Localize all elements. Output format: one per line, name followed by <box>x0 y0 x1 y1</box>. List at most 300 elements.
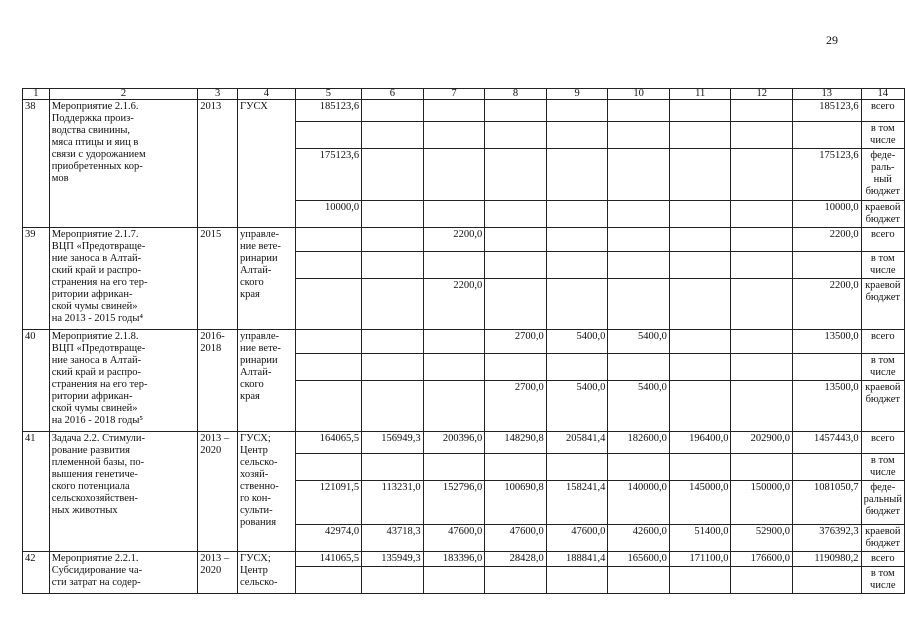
value-cell <box>423 481 485 525</box>
value-cell <box>485 354 547 381</box>
value-cell <box>485 381 547 432</box>
value-cell <box>793 228 862 252</box>
row-number <box>23 100 50 228</box>
value-cell <box>546 122 608 149</box>
value-cell <box>793 552 862 567</box>
column-header <box>362 89 424 100</box>
value-cell <box>608 454 670 481</box>
funding-type-text: феде- ральный бюджет <box>863 482 902 517</box>
value-cell <box>669 481 731 525</box>
value-cell <box>546 100 608 122</box>
value-cell-text: 176600,0 <box>750 553 791 564</box>
value-cell <box>793 354 862 381</box>
value-cell <box>669 100 731 122</box>
value-cell <box>669 330 731 354</box>
column-header <box>295 89 361 100</box>
value-cell <box>546 279 608 330</box>
value-cell <box>295 252 361 279</box>
value-cell <box>731 381 793 432</box>
value-cell <box>608 149 670 201</box>
value-cell-text: 185123,6 <box>319 101 360 112</box>
value-cell-text: 150000,0 <box>750 482 791 493</box>
period <box>198 228 238 330</box>
value-cell <box>362 525 424 552</box>
value-cell <box>423 330 485 354</box>
value-cell <box>423 149 485 201</box>
value-cell <box>362 122 424 149</box>
value-cell <box>546 381 608 432</box>
value-cell <box>793 381 862 432</box>
budget-table <box>22 88 905 594</box>
value-cell <box>485 228 547 252</box>
value-cell <box>295 100 361 122</box>
value-cell <box>485 122 547 149</box>
value-cell-text: 1190980,2 <box>814 553 859 564</box>
value-cell-text: 100690,8 <box>504 482 544 493</box>
column-header <box>238 89 296 100</box>
measure-name <box>49 432 198 552</box>
value-cell-text: 141065,5 <box>319 553 360 564</box>
executor <box>238 228 296 330</box>
value-cell <box>485 567 547 594</box>
value-cell <box>608 432 670 454</box>
value-cell-text: 140000,0 <box>627 482 667 493</box>
value-cell <box>423 354 485 381</box>
value-cell <box>295 525 361 552</box>
measure-name-text: Мероприятие 2.1.7. ВЦП «Предотвраще- ние заноса в Алтай- ский край и распро- странения на его тер- ритории африкан- ской чумы свиней» на 2013 - 2015 годы⁴ <box>51 229 148 324</box>
value-cell-text: 10000,0 <box>324 202 360 213</box>
value-cell <box>485 149 547 201</box>
funding-type <box>861 481 904 525</box>
column-header <box>198 89 238 100</box>
value-cell <box>546 552 608 567</box>
value-cell <box>731 201 793 228</box>
funding-type-text: всего <box>870 553 895 564</box>
measure-name-text: Мероприятие 2.2.1. Субсидирование ча- сти затрат на содер- <box>51 553 143 588</box>
executor <box>238 330 296 432</box>
value-cell <box>423 432 485 454</box>
funding-type <box>861 330 904 354</box>
column-header-text: 12 <box>756 88 768 99</box>
funding-type <box>861 279 904 330</box>
funding-type <box>861 525 904 552</box>
value-cell <box>295 381 361 432</box>
table-body <box>23 89 905 594</box>
value-cell-text: 52900,0 <box>755 526 791 537</box>
value-cell <box>669 432 731 454</box>
value-cell <box>669 354 731 381</box>
value-cell <box>793 149 862 201</box>
value-cell <box>731 552 793 567</box>
column-header <box>485 89 547 100</box>
value-cell <box>546 149 608 201</box>
value-cell-text: 156949,3 <box>381 433 421 444</box>
funding-type <box>861 228 904 252</box>
funding-type <box>861 100 904 122</box>
table-row <box>23 100 905 122</box>
value-cell <box>546 228 608 252</box>
value-cell <box>485 481 547 525</box>
row-number-text: 40 <box>25 331 36 342</box>
value-cell <box>669 252 731 279</box>
measure-name-text: Мероприятие 2.1.8. ВЦП «Предотвраще- ние заноса в Алтай- ский край и распро- странения на его тер- ритории африкан- ской чумы свиней» на 2016 - 2018 годы⁵ <box>51 331 148 426</box>
value-cell-text: 171100,0 <box>689 553 729 564</box>
value-cell <box>423 122 485 149</box>
measure-name <box>49 228 198 330</box>
value-cell-text: 152796,0 <box>442 482 483 493</box>
value-cell-text: 2700,0 <box>514 382 544 393</box>
value-cell <box>731 354 793 381</box>
value-cell <box>485 252 547 279</box>
row-number-text: 41 <box>25 433 36 444</box>
value-cell-text: 10000,0 <box>824 202 859 213</box>
executor-text: управле- ние вете- ринарии Алтай- ского края <box>240 331 281 402</box>
value-cell <box>362 354 424 381</box>
value-cell <box>362 330 424 354</box>
value-cell <box>546 354 608 381</box>
value-cell <box>608 567 670 594</box>
value-cell <box>731 122 793 149</box>
period <box>198 432 238 552</box>
value-cell <box>423 552 485 567</box>
value-cell <box>362 381 424 432</box>
value-cell <box>731 330 793 354</box>
column-header-text: 2 <box>120 88 127 99</box>
value-cell <box>793 100 862 122</box>
funding-type-text: краевой бюджет <box>865 280 901 303</box>
value-cell <box>608 100 670 122</box>
column-header <box>49 89 198 100</box>
value-cell <box>485 454 547 481</box>
value-cell-text: 175123,6 <box>319 150 360 161</box>
value-cell <box>669 381 731 432</box>
value-cell <box>362 552 424 567</box>
value-cell-text: 113231,0 <box>381 482 421 493</box>
value-cell <box>608 481 670 525</box>
value-cell-text: 51400,0 <box>694 526 729 537</box>
funding-type-text: всего <box>870 101 895 112</box>
column-header <box>608 89 670 100</box>
value-cell <box>546 252 608 279</box>
value-cell <box>731 149 793 201</box>
funding-type <box>861 122 904 149</box>
column-header <box>731 89 793 100</box>
value-cell <box>546 432 608 454</box>
value-cell <box>669 201 731 228</box>
value-cell <box>731 279 793 330</box>
value-cell <box>295 330 361 354</box>
value-cell <box>669 525 731 552</box>
value-cell <box>793 330 862 354</box>
value-cell <box>546 454 608 481</box>
executor-text: ГУСХ; Центр сельско- <box>240 553 278 588</box>
column-header-text: 8 <box>512 88 519 99</box>
period <box>198 552 238 594</box>
value-cell <box>669 122 731 149</box>
value-cell <box>423 100 485 122</box>
column-header-text: 11 <box>695 88 706 99</box>
value-cell-text: 196400,0 <box>689 433 729 444</box>
page-number: 29 <box>826 33 838 47</box>
funding-type <box>861 354 904 381</box>
table-row <box>23 228 905 252</box>
value-cell-text: 2200,0 <box>453 280 483 291</box>
executor-text: ГУСХ; Центр сельско- хозяй- ственно- го кон- сульти- рования <box>240 433 279 528</box>
funding-type-text: всего <box>870 433 895 444</box>
value-cell <box>295 122 361 149</box>
value-cell <box>362 252 424 279</box>
value-cell <box>362 201 424 228</box>
value-cell <box>295 228 361 252</box>
column-header <box>546 89 608 100</box>
value-cell <box>608 330 670 354</box>
value-cell <box>485 279 547 330</box>
value-cell <box>546 201 608 228</box>
header-row <box>23 89 905 100</box>
period-text: 2013 – 2020 <box>200 433 230 456</box>
value-cell <box>546 330 608 354</box>
funding-type-text: всего <box>870 331 895 342</box>
value-cell-text: 42974,0 <box>324 526 360 537</box>
funding-type <box>861 432 904 454</box>
value-cell <box>546 481 608 525</box>
value-cell <box>423 201 485 228</box>
funding-type-text: краевой бюджет <box>865 382 901 405</box>
funding-type-text: в том числе <box>870 123 896 146</box>
value-cell-text: 28428,0 <box>509 553 544 564</box>
value-cell <box>793 567 862 594</box>
column-header <box>423 89 485 100</box>
value-cell <box>485 330 547 354</box>
value-cell-text: 43718,3 <box>386 526 421 537</box>
value-cell <box>295 354 361 381</box>
value-cell <box>362 149 424 201</box>
value-cell <box>295 481 361 525</box>
value-cell <box>423 381 485 432</box>
value-cell <box>669 552 731 567</box>
row-number-text: 42 <box>25 553 36 564</box>
funding-type-text: в том числе <box>870 455 896 478</box>
table-row <box>23 552 905 567</box>
column-header-text: 4 <box>263 88 269 99</box>
funding-type <box>861 149 904 201</box>
column-header-text: 1 <box>33 88 39 99</box>
value-cell-text: 5400,0 <box>576 382 606 393</box>
column-header-text: 7 <box>451 88 457 99</box>
funding-type-text: краевой бюджет <box>865 202 901 225</box>
executor <box>238 552 296 594</box>
value-cell <box>669 228 731 252</box>
column-header-text: 6 <box>389 88 396 99</box>
value-cell-text: 183396,0 <box>442 553 483 564</box>
value-cell <box>608 252 670 279</box>
value-cell-text: 200396,0 <box>442 433 483 444</box>
value-cell <box>423 454 485 481</box>
value-cell-text: 121091,5 <box>319 482 360 493</box>
funding-type <box>861 567 904 594</box>
value-cell <box>793 432 862 454</box>
row-number <box>23 432 50 552</box>
value-cell <box>546 567 608 594</box>
value-cell <box>485 432 547 454</box>
value-cell-text: 135949,3 <box>381 553 421 564</box>
value-cell <box>731 252 793 279</box>
value-cell-text: 1081050,7 <box>813 482 859 493</box>
value-cell-text: 202900,0 <box>750 433 791 444</box>
column-header-text: 3 <box>215 88 221 99</box>
value-cell <box>793 201 862 228</box>
funding-type-text: в том числе <box>870 355 896 378</box>
row-number <box>23 552 50 594</box>
value-cell <box>793 279 862 330</box>
value-cell-text: 376392,3 <box>819 526 859 537</box>
value-cell-text: 47600,0 <box>509 526 544 537</box>
value-cell-text: 2700,0 <box>514 331 544 342</box>
value-cell-text: 185123,6 <box>819 101 859 112</box>
value-cell-text: 148290,8 <box>504 433 544 444</box>
value-cell <box>793 525 862 552</box>
column-header-text: 13 <box>821 88 833 99</box>
value-cell-text: 2200,0 <box>829 280 859 291</box>
value-cell <box>295 567 361 594</box>
value-cell-text: 205841,4 <box>565 433 606 444</box>
value-cell-text: 5400,0 <box>638 331 667 342</box>
value-cell <box>423 525 485 552</box>
value-cell-text: 188841,4 <box>565 553 606 564</box>
value-cell <box>485 525 547 552</box>
funding-type <box>861 381 904 432</box>
column-header-text: 5 <box>325 88 332 99</box>
value-cell <box>669 279 731 330</box>
funding-type <box>861 252 904 279</box>
value-cell <box>423 228 485 252</box>
column-header-text: 14 <box>877 88 889 99</box>
value-cell <box>731 481 793 525</box>
value-cell-text: 13500,0 <box>824 331 859 342</box>
value-cell-text: 2200,0 <box>829 229 859 240</box>
value-cell <box>608 228 670 252</box>
value-cell-text: 5400,0 <box>638 382 667 393</box>
value-cell <box>608 525 670 552</box>
measure-name-text: Задача 2.2. Стимули- рование развития племенной базы, по- вышения генетиче- ского потенциала сельскохозяйствен- ных животных <box>51 433 146 516</box>
value-cell <box>295 432 361 454</box>
measure-name <box>49 100 198 228</box>
period-text: 2015 <box>200 229 222 240</box>
value-cell-text: 158241,4 <box>565 482 606 493</box>
period <box>198 330 238 432</box>
value-cell-text: 165600,0 <box>627 553 667 564</box>
value-cell <box>423 252 485 279</box>
period <box>198 100 238 228</box>
row-number-text: 38 <box>25 101 36 112</box>
executor-text: управле- ние вете- ринарии Алтай- ского края <box>240 229 281 300</box>
value-cell <box>485 201 547 228</box>
value-cell <box>608 279 670 330</box>
value-cell <box>731 100 793 122</box>
period-text: 2016- 2018 <box>200 331 225 354</box>
measure-name <box>49 552 198 594</box>
value-cell <box>731 567 793 594</box>
column-header <box>861 89 904 100</box>
table-row <box>23 330 905 354</box>
value-cell <box>295 552 361 567</box>
value-cell <box>362 481 424 525</box>
funding-type <box>861 454 904 481</box>
row-number-text: 39 <box>25 229 36 240</box>
value-cell <box>423 279 485 330</box>
value-cell-text: 175123,6 <box>819 150 859 161</box>
value-cell-text: 145000,0 <box>689 482 729 493</box>
column-header <box>793 89 862 100</box>
funding-type-text: феде- раль- ный бюджет <box>865 150 900 197</box>
value-cell <box>608 354 670 381</box>
value-cell <box>546 525 608 552</box>
value-cell <box>793 481 862 525</box>
value-cell-text: 13500,0 <box>824 382 859 393</box>
funding-type-text: в том числе <box>870 568 896 591</box>
value-cell <box>608 552 670 567</box>
value-cell-text: 182600,0 <box>627 433 667 444</box>
funding-type-text: в том числе <box>870 253 896 276</box>
value-cell <box>362 279 424 330</box>
value-cell-text: 42600,0 <box>632 526 667 537</box>
value-cell-text: 47600,0 <box>571 526 606 537</box>
measure-name <box>49 330 198 432</box>
value-cell <box>731 454 793 481</box>
value-cell <box>669 149 731 201</box>
funding-type-text: всего <box>870 229 895 240</box>
value-cell <box>362 100 424 122</box>
value-cell-text: 2200,0 <box>453 229 483 240</box>
value-cell <box>362 432 424 454</box>
value-cell-text: 47600,0 <box>448 526 483 537</box>
value-cell <box>669 567 731 594</box>
column-header <box>669 89 731 100</box>
column-header <box>23 89 50 100</box>
value-cell <box>793 122 862 149</box>
value-cell <box>793 454 862 481</box>
value-cell <box>669 454 731 481</box>
table-row <box>23 432 905 454</box>
value-cell-text: 1457443,0 <box>813 433 859 444</box>
period-text: 2013 – 2020 <box>200 553 230 576</box>
value-cell <box>485 100 547 122</box>
value-cell <box>295 279 361 330</box>
value-cell <box>608 201 670 228</box>
row-number <box>23 228 50 330</box>
funding-type <box>861 201 904 228</box>
funding-type <box>861 552 904 567</box>
row-number <box>23 330 50 432</box>
value-cell <box>362 567 424 594</box>
executor <box>238 100 296 228</box>
column-header-text: 9 <box>574 88 580 99</box>
funding-type-text: краевой бюджет <box>865 526 901 549</box>
value-cell-text: 5400,0 <box>576 331 606 342</box>
value-cell <box>362 454 424 481</box>
column-header-text: 10 <box>633 88 644 99</box>
value-cell <box>295 149 361 201</box>
value-cell <box>295 454 361 481</box>
value-cell <box>793 252 862 279</box>
value-cell-text: 164065,5 <box>319 433 360 444</box>
value-cell <box>608 381 670 432</box>
period-text: 2013 <box>200 101 222 112</box>
value-cell <box>731 432 793 454</box>
value-cell <box>423 567 485 594</box>
value-cell <box>485 552 547 567</box>
executor-text: ГУСХ <box>240 101 268 112</box>
